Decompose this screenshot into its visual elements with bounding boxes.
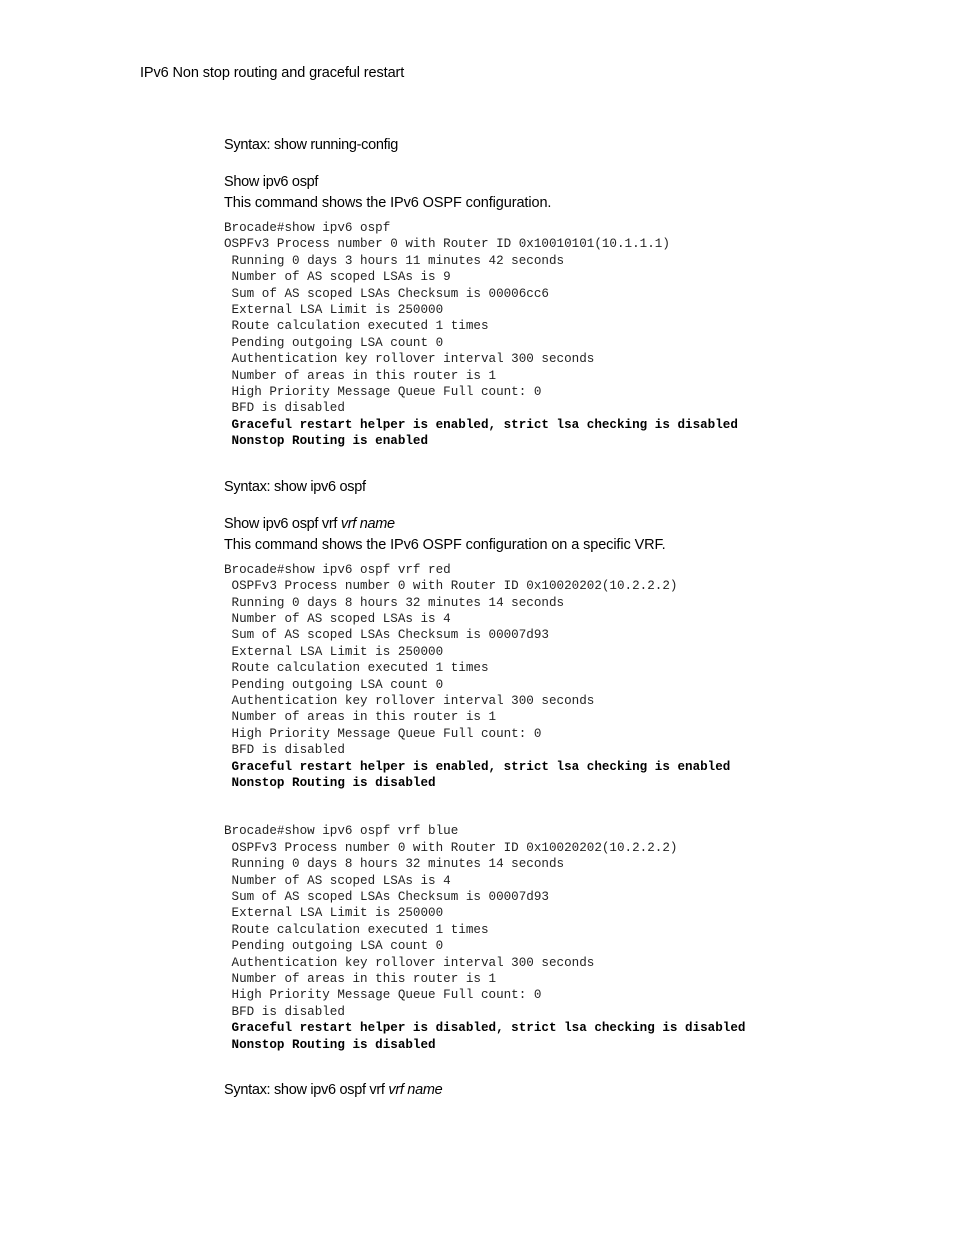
code-line-bold: Nonstop Routing is disabled — [224, 1037, 436, 1052]
code-line-bold: Nonstop Routing is enabled — [224, 434, 429, 449]
code-line: Running 0 days 8 hours 32 minutes 14 seconds — [224, 857, 565, 872]
description-show-ipv6-ospf: This command shows the IPv6 OSPF configuration. — [224, 195, 552, 211]
heading-show-ipv6-ospf: Show ipv6 ospf — [224, 174, 319, 190]
code-line: Authentication key rollover interval 300 seconds — [224, 693, 595, 708]
code-line: Number of AS scoped LSAs is 9 — [224, 270, 451, 285]
running-header: IPv6 Non stop routing and graceful restart — [140, 65, 405, 81]
code-line: Pending outgoing LSA count 0 — [224, 939, 444, 954]
code-line: Brocade#show ipv6 ospf vrf red — [224, 562, 451, 577]
code-line: Sum of AS scoped LSAs Checksum is 00007d93 — [224, 890, 549, 904]
code-line: High Priority Message Queue Full count: 0 — [224, 726, 542, 741]
code-line: Number of areas in this router is 1 — [224, 972, 497, 987]
code-line: Brocade#show ipv6 ospf vrf blue — [224, 824, 459, 839]
code-line: Route calculation executed 1 times — [224, 922, 489, 937]
code-line: Route calculation executed 1 times — [224, 661, 489, 676]
heading-show-ipv6-ospf-vrf — [224, 515, 924, 533]
code-line: Number of areas in this router is 1 — [224, 368, 497, 383]
code-line: Pending outgoing LSA count 0 — [224, 335, 444, 350]
code-line: Running 0 days 3 hours 11 minutes 42 seconds — [224, 253, 565, 268]
syntax-show-running-config: Syntax: show running-config — [224, 137, 399, 153]
code-line: Running 0 days 8 hours 32 minutes 14 seconds — [224, 595, 565, 610]
code-block-show-ipv6-ospf — [224, 220, 924, 450]
heading-command-text: Show ipv6 ospf vrf — [224, 515, 341, 532]
code-block-vrf-blue — [224, 823, 924, 1053]
code-line: Number of AS scoped LSAs is 4 — [224, 873, 451, 888]
code-line: BFD is disabled — [224, 401, 345, 416]
syntax-show-ipv6-ospf: Syntax: show ipv6 ospf — [224, 478, 366, 495]
code-line: BFD is disabled — [224, 743, 345, 758]
code-line: Sum of AS scoped LSAs Checksum is 00007d93 — [224, 628, 549, 643]
code-line: Authentication key rollover interval 300 seconds — [224, 955, 595, 970]
syntax-show-ipv6-ospf-vrf — [224, 1081, 924, 1099]
code-line-bold: Nonstop Routing is disabled — [224, 775, 436, 790]
code-line: External LSA Limit is 250000 — [224, 644, 444, 659]
description-show-ipv6-ospf-vrf: This command shows the IPv6 OSPF configuration on a specific VRF. — [224, 536, 666, 553]
code-line-bold: Graceful restart helper is enabled, strict lsa checking is disabled — [224, 417, 738, 432]
code-line: Number of AS scoped LSAs is 4 — [224, 611, 451, 626]
code-line: Sum of AS scoped LSAs Checksum is 00006cc6 — [224, 286, 549, 301]
document-body — [224, 136, 924, 1099]
code-line: OSPFv3 Process number 0 with Router ID 0x10020202(10.2.2.2) — [224, 579, 678, 594]
code-block-vrf-red — [224, 562, 924, 792]
code-line: High Priority Message Queue Full count: 0 — [224, 988, 542, 1003]
syntax-command-text: Syntax: show ipv6 ospf vrf — [224, 1082, 389, 1099]
code-line-bold: Graceful restart helper is disabled, strict lsa checking is disabled — [224, 1021, 746, 1036]
code-line: BFD is disabled — [224, 1004, 345, 1019]
code-line: Authentication key rollover interval 300 seconds — [224, 352, 595, 367]
code-line: External LSA Limit is 250000 — [224, 303, 444, 318]
code-line: Route calculation executed 1 times — [224, 319, 489, 334]
syntax-parameter-text: vrf name — [388, 1082, 443, 1099]
code-line: External LSA Limit is 250000 — [224, 906, 444, 921]
code-line: Brocade#show ipv6 ospf — [224, 221, 391, 235]
code-line: Pending outgoing LSA count 0 — [224, 677, 444, 692]
code-line-bold: Graceful restart helper is enabled, strict lsa checking is enabled — [224, 759, 731, 774]
code-line: OSPFv3 Process number 0 with Router ID 0x10020202(10.2.2.2) — [224, 840, 678, 855]
code-line: Number of areas in this router is 1 — [224, 710, 497, 725]
heading-parameter-text: vrf name — [340, 515, 395, 532]
code-line: OSPFv3 Process number 0 with Router ID 0x10010101(10.1.1.1) — [224, 237, 670, 252]
code-line: High Priority Message Queue Full count: 0 — [224, 385, 542, 400]
